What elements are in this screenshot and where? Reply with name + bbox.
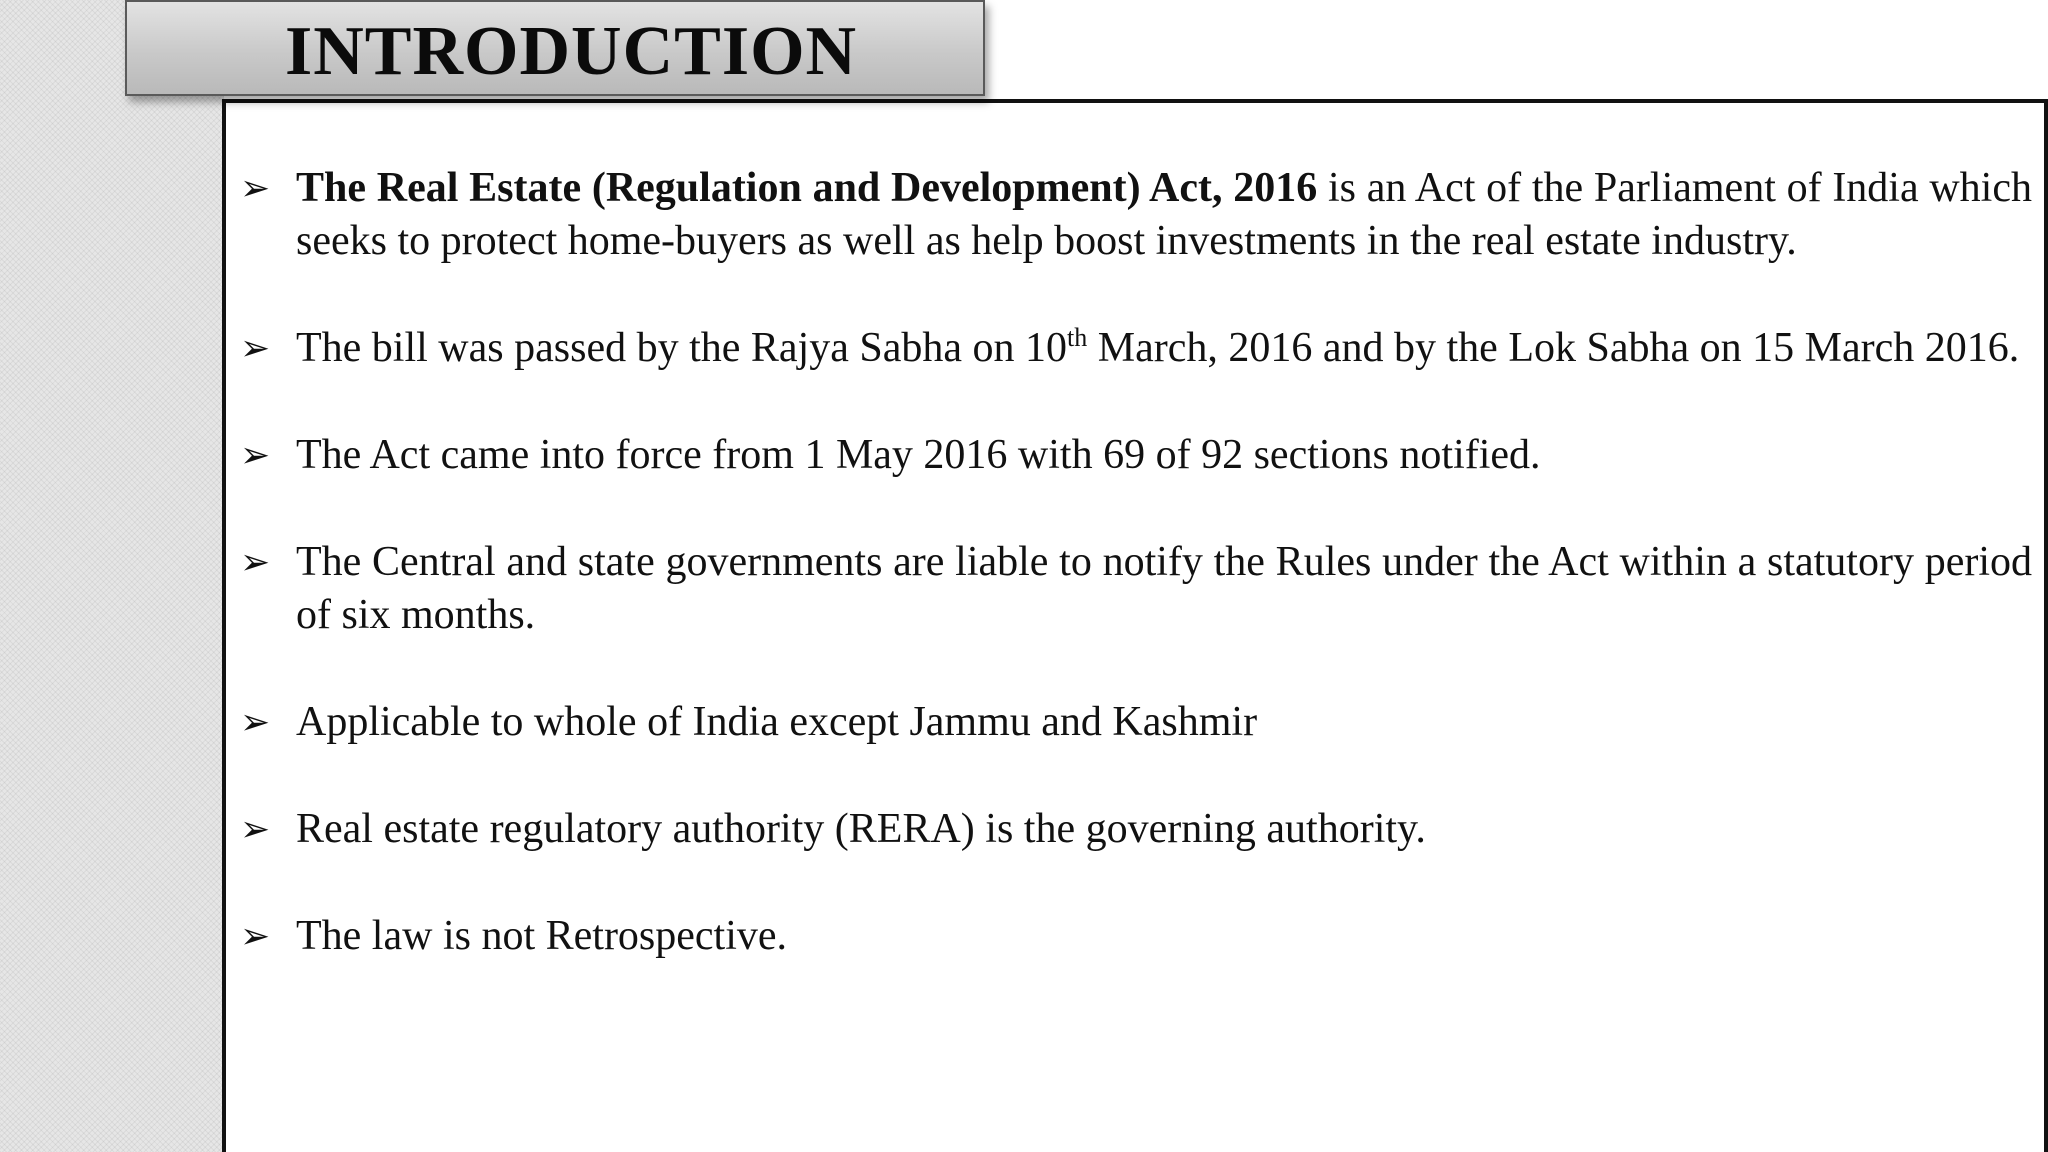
act-name: The Real Estate (Regulation and Development) Act, 2016 bbox=[296, 165, 1318, 211]
bullet-text: The Act came into force from 1 May 2016 with 69 of 92 sections notified. bbox=[296, 432, 1541, 478]
bullet-list bbox=[240, 162, 2032, 1017]
bullet-item-rules-notification bbox=[240, 536, 2032, 642]
arrowhead-bullet-icon: ➢ bbox=[240, 542, 271, 583]
ordinal-superscript: th bbox=[1067, 323, 1088, 352]
bullet-text: The law is not Retrospective. bbox=[296, 913, 788, 959]
page-title: INTRODUCTION bbox=[285, 13, 858, 90]
bullet-text: is an Act of the Parliament of India which seeks to protect home-buyers as well as help boost investments in the real estate industry. bbox=[296, 165, 2032, 264]
bullet-text: The Central and state governments are liable to notify the Rules under the Act within a statutory period of six months. bbox=[296, 539, 2032, 638]
arrowhead-bullet-icon: ➢ bbox=[240, 328, 271, 369]
background-texture-strip bbox=[0, 0, 224, 1152]
bullet-text: The bill was passed by the Rajya Sabha on 10 bbox=[296, 325, 1068, 371]
arrowhead-bullet-icon: ➢ bbox=[240, 168, 271, 209]
title-banner bbox=[125, 0, 985, 96]
bullet-item-authority bbox=[240, 803, 2032, 856]
bullet-text: Real estate regulatory authority (RERA) is the governing authority. bbox=[296, 806, 1426, 852]
arrowhead-bullet-icon: ➢ bbox=[240, 702, 271, 743]
bullet-item-act-overview bbox=[240, 162, 2032, 268]
bullet-item-retrospective bbox=[240, 910, 2032, 963]
bullet-item-in-force bbox=[240, 429, 2032, 482]
bullet-item-bill-passage bbox=[240, 322, 2032, 375]
arrowhead-bullet-icon: ➢ bbox=[240, 435, 271, 476]
bullet-text: Applicable to whole of India except Jammu and Kashmir bbox=[296, 699, 1258, 745]
arrowhead-bullet-icon: ➢ bbox=[240, 916, 271, 957]
arrowhead-bullet-icon: ➢ bbox=[240, 809, 271, 850]
bullet-item-applicability bbox=[240, 696, 2032, 749]
bullet-text: March, 2016 and by the Lok Sabha on 15 March 2016. bbox=[1087, 325, 2020, 371]
